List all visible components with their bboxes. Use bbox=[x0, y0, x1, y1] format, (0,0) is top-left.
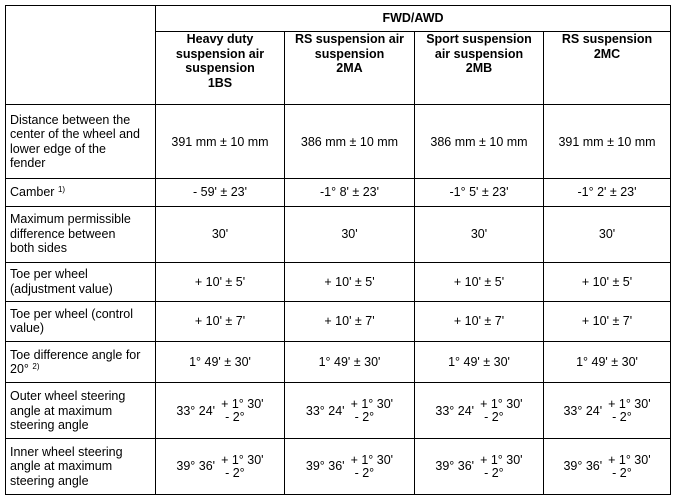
value-cell: + 10' ± 7' bbox=[415, 302, 544, 342]
row-label: Inner wheel steering angle at maximum steering angle bbox=[6, 439, 156, 495]
row-toe-difference-angle bbox=[6, 341, 671, 383]
value-cell: 30' bbox=[544, 206, 671, 262]
tolerance-cell: 39° 36' + 1° 30' - 2° bbox=[156, 439, 285, 495]
row-label: Outer wheel steering angle at maximum steering angle bbox=[6, 383, 156, 439]
value-cell: 386 mm ± 10 mm bbox=[285, 105, 415, 179]
tolerance-cell: 39° 36' + 1° 30' - 2° bbox=[285, 439, 415, 495]
column-header-2mb: Sport suspension air suspension 2MB bbox=[415, 32, 544, 105]
header-group-row bbox=[6, 6, 671, 32]
value-cell: 1° 49' ± 30' bbox=[285, 341, 415, 383]
value-cell: - 59' ± 23' bbox=[156, 179, 285, 206]
footnote-marker: 1) bbox=[57, 185, 66, 195]
value-cell: 1° 49' ± 30' bbox=[415, 341, 544, 383]
value-cell: 386 mm ± 10 mm bbox=[415, 105, 544, 179]
value-cell: + 10' ± 5' bbox=[285, 262, 415, 302]
row-max-difference bbox=[6, 206, 671, 262]
value-cell: + 10' ± 5' bbox=[415, 262, 544, 302]
row-label: Toe per wheel (adjustment value) bbox=[6, 262, 156, 302]
value-cell: + 10' ± 5' bbox=[156, 262, 285, 302]
column-header-2mc: RS suspension 2MC bbox=[544, 32, 671, 105]
wheel-alignment-spec-table bbox=[5, 5, 671, 495]
tolerance-cell: 33° 24' + 1° 30' - 2° bbox=[156, 383, 285, 439]
row-label: Distance between the center of the wheel and lower edge of the fender bbox=[6, 105, 156, 179]
value-cell: 30' bbox=[285, 206, 415, 262]
row-fender-distance bbox=[6, 105, 671, 179]
row-inner-steering-angle bbox=[6, 439, 671, 495]
column-header-2ma: RS suspension air suspension 2MA bbox=[285, 32, 415, 105]
column-header-1bs: Heavy duty suspension air suspension 1BS bbox=[156, 32, 285, 105]
value-cell: -1° 5' ± 23' bbox=[415, 179, 544, 206]
value-cell: -1° 8' ± 23' bbox=[285, 179, 415, 206]
value-cell: 30' bbox=[156, 206, 285, 262]
value-cell: + 10' ± 7' bbox=[156, 302, 285, 342]
row-toe-adjustment bbox=[6, 262, 671, 302]
corner-cell bbox=[6, 6, 156, 105]
value-cell: + 10' ± 7' bbox=[285, 302, 415, 342]
group-header: FWD/AWD bbox=[156, 6, 671, 32]
tolerance-cell: 33° 24' + 1° 30' - 2° bbox=[544, 383, 671, 439]
tolerance-cell: 33° 24' + 1° 30' - 2° bbox=[415, 383, 544, 439]
row-label: Camber $^{1)}$ bbox=[6, 179, 156, 206]
value-cell: + 10' ± 7' bbox=[544, 302, 671, 342]
row-camber bbox=[6, 179, 671, 206]
tolerance-cell: 39° 36' + 1° 30' - 2° bbox=[544, 439, 671, 495]
row-outer-steering-angle bbox=[6, 383, 671, 439]
row-label: Toe difference angle for 20° $^{2)}$ bbox=[6, 341, 156, 383]
row-toe-control bbox=[6, 302, 671, 342]
tolerance-cell: 33° 24' + 1° 30' - 2° bbox=[285, 383, 415, 439]
value-cell: 1° 49' ± 30' bbox=[156, 341, 285, 383]
value-cell: 30' bbox=[415, 206, 544, 262]
tolerance-cell: 39° 36' + 1° 30' - 2° bbox=[415, 439, 544, 495]
value-cell: + 10' ± 5' bbox=[544, 262, 671, 302]
footnote-marker: 2) bbox=[32, 362, 40, 372]
value-cell: 391 mm ± 10 mm bbox=[544, 105, 671, 179]
value-cell: 1° 49' ± 30' bbox=[544, 341, 671, 383]
row-label: Toe per wheel (control value) bbox=[6, 302, 156, 342]
value-cell: 391 mm ± 10 mm bbox=[156, 105, 285, 179]
value-cell: -1° 2' ± 23' bbox=[544, 179, 671, 206]
row-label: Maximum permissible difference between both sides bbox=[6, 206, 156, 262]
